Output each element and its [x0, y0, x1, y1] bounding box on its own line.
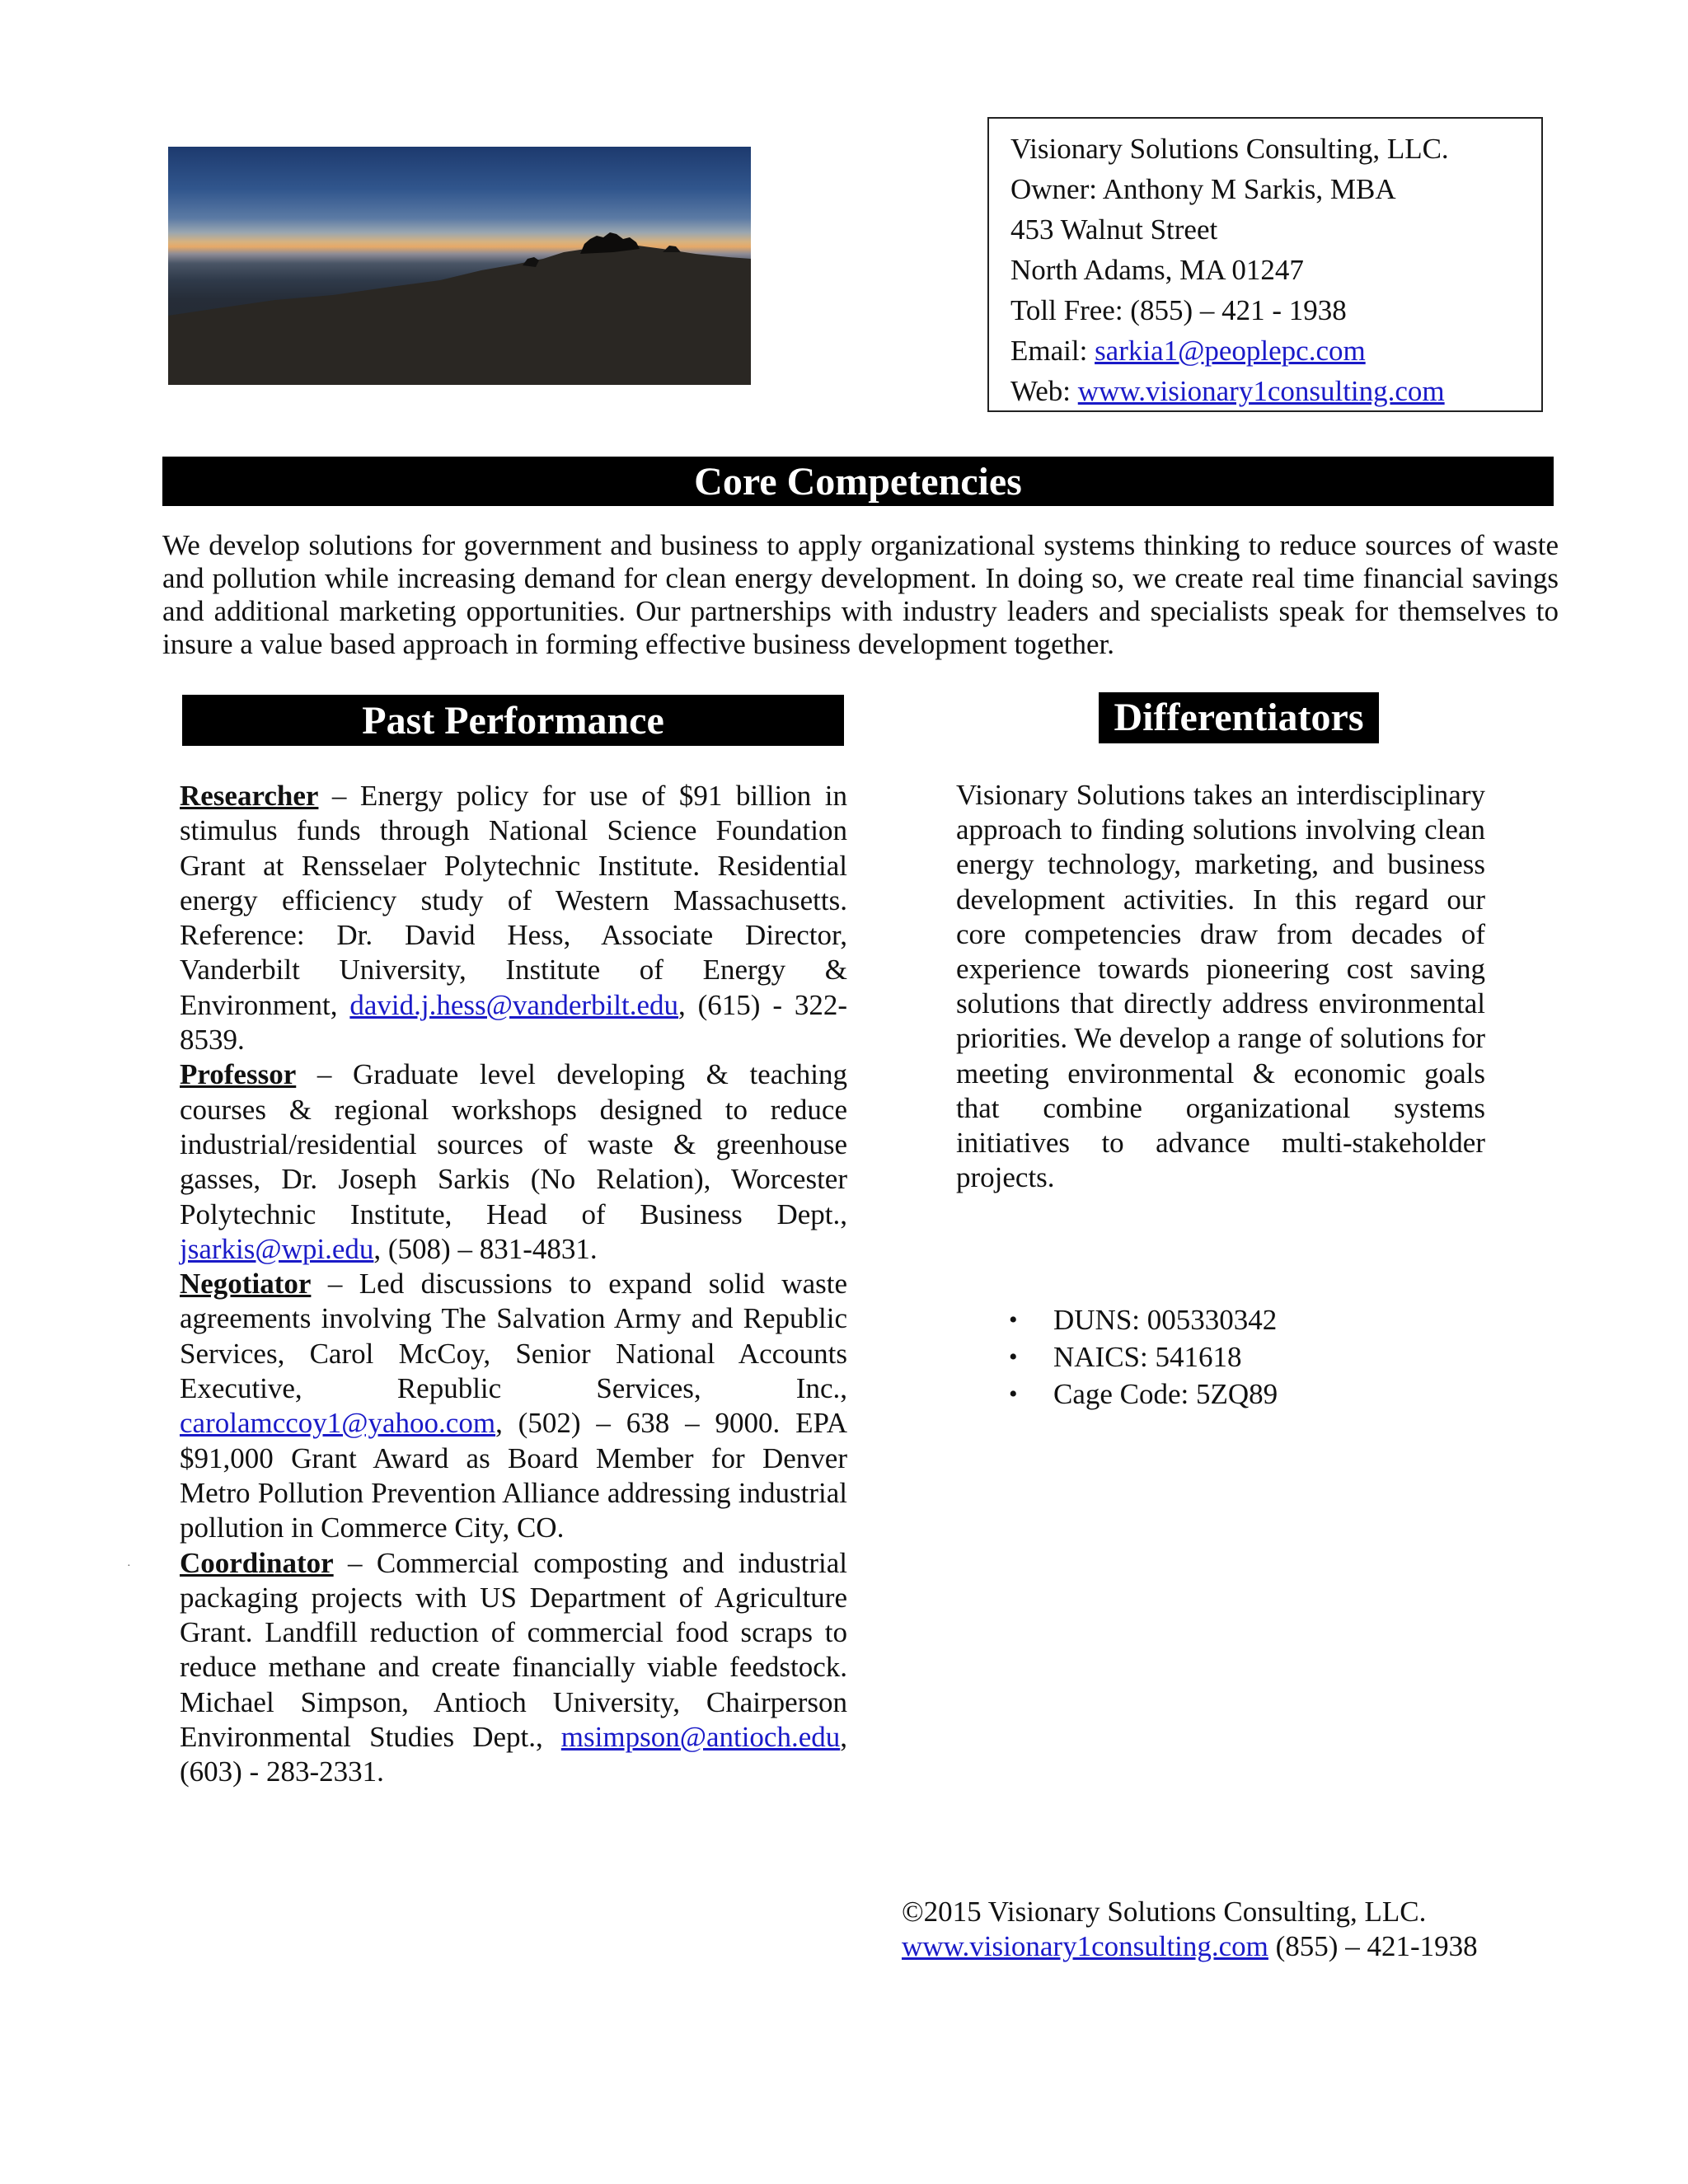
street-address: 453 Walnut Street — [1010, 213, 1218, 246]
cage-code: • Cage Code: 5ZQ89 — [1009, 1376, 1278, 1413]
header-photo — [168, 147, 751, 385]
company-codes-list — [1009, 1301, 1278, 1413]
city-state-zip: North Adams, MA 01247 — [1010, 254, 1304, 286]
researcher-phone: , (615) - 322-8539. — [180, 988, 847, 1057]
coordinator-email-link[interactable]: msimpson@antioch.edu — [560, 1721, 841, 1754]
past-performance-column — [180, 779, 847, 1790]
footer-contact-line — [902, 1929, 1478, 1964]
differentiators-heading: Differentiators — [1099, 692, 1379, 743]
differentiators-text: Visionary Solutions takes an interdisciplinary approach to finding solutions involving clean energy technology, marketing, and business development activities. In this regard our core competencies draw from decades of experience towards pioneering cost saving solutions that directly address environmental priorities. We develop a range of solutions for meeting environmental & economic goals that combine organizational systems initiatives to advance multi-stakeholder projects. — [956, 779, 1485, 1194]
professor-email-link[interactable]: jsarkis@wpi.edu — [180, 1232, 374, 1265]
toll-free-phone: Toll Free: (855) – 421 - 1938 — [1010, 294, 1347, 326]
footer-copyright: ©2015 Visionary Solutions Consulting, LLC. — [902, 1896, 1427, 1928]
email-label: Email: — [1010, 335, 1095, 367]
coordinator-phone: , (603) - 283-2331. — [180, 1721, 847, 1788]
footer — [902, 1895, 1478, 1964]
landscape-silhouette — [168, 147, 751, 385]
email-link[interactable]: sarkia1@peoplepc.com — [1095, 335, 1366, 367]
coordinator-role: Coordinator — [180, 1546, 334, 1579]
coordinator-text: – Commercial composting and industrial packaging projects with US Department of Agriculture Grant. Landfill reduction of commercial food scraps to reduce methane and create financially viable feedstock. Michael Simpson, Antioch University, Chairperson Environmental Studies Dept., — [180, 1546, 847, 1754]
web-line — [1010, 371, 1541, 411]
researcher-text: – Energy policy for use of $91 billion in stimulus funds through National Science Foundation Grant at Rensselaer Polytechnic Institute. Residential energy efficiency study of Western Massachusetts. Reference: Dr. David Hess, Associate Director, Vanderbilt University, Institute of Energy & Environment, — [180, 780, 847, 1021]
researcher-entry — [180, 779, 847, 1057]
researcher-role: Researcher — [180, 780, 319, 812]
researcher-email-link[interactable]: david.j.hess@vanderbilt.edu — [349, 988, 679, 1021]
footer-phone: (855) – 421-1938 — [1268, 1930, 1478, 1962]
core-competencies-heading: Core Competencies — [162, 457, 1554, 506]
core-competencies-text: We develop solutions for government and business to apply organizational systems thinking to reduce sources of waste and pollution while increasing demand for clean energy development. In doing so, we create real time financial savings and additional marketing opportunities. Our partnerships with industry leaders and specialists speak for themselves to insure a value based approach in forming effective business development together. — [162, 529, 1559, 660]
professor-entry — [180, 1057, 847, 1267]
negotiator-entry — [180, 1267, 847, 1545]
coordinator-entry — [180, 1546, 847, 1790]
professor-role: Professor — [180, 1058, 297, 1091]
stray-mark: · — [127, 1560, 131, 1572]
web-link[interactable]: www.visionary1consulting.com — [1077, 375, 1445, 407]
contact-box — [987, 117, 1543, 412]
owner-line: Owner: Anthony M Sarkis, MBA — [1010, 173, 1396, 205]
professor-text: – Graduate level developing & teaching courses & regional workshops designed to reduce industrial/residential sources of waste & greenhouse gasses, Dr. Joseph Sarkis (No Relation), Worcester Polytechnic Institute, Head of Business Dept., — [180, 1058, 847, 1230]
duns-code: • DUNS: 005330342 — [1009, 1301, 1278, 1338]
professor-phone: , (508) – 831-4831. — [373, 1232, 598, 1265]
naics-code: • NAICS: 541618 — [1009, 1338, 1278, 1376]
past-performance-heading: Past Performance — [182, 695, 844, 746]
web-label: Web: — [1010, 375, 1078, 407]
company-name: Visionary Solutions Consulting, LLC. — [1010, 133, 1449, 165]
footer-web-link[interactable]: www.visionary1consulting.com — [902, 1930, 1268, 1962]
email-line — [1010, 330, 1541, 371]
negotiator-details: , (502) – 638 – 9000. EPA $91,000 Grant Award as Board Member for Denver Metro Pollution Prevention Alliance addressing industrial pollution in Commerce City, CO. — [180, 1407, 847, 1544]
negotiator-text: – Led discussions to expand solid waste agreements involving The Salvation Army and Republic Services, Carol McCoy, Senior National Accounts Executive, Republic Services, Inc., — [180, 1268, 847, 1405]
negotiator-role: Negotiator — [180, 1268, 312, 1301]
negotiator-email-link[interactable]: carolamccoy1@yahoo.com — [180, 1407, 496, 1440]
